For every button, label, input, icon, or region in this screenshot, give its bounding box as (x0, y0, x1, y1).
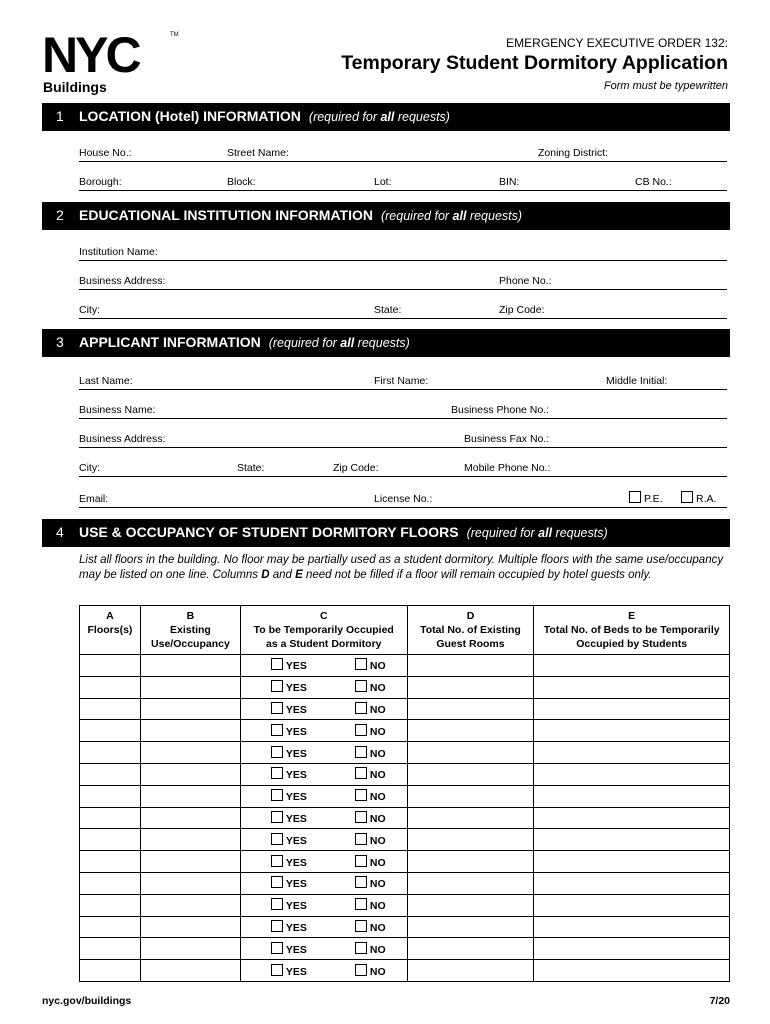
yes-option[interactable]: YES (271, 878, 307, 890)
no-option[interactable]: NO (355, 966, 386, 978)
no-option[interactable]: NO (355, 813, 386, 825)
guest-rooms-cell[interactable] (407, 807, 534, 829)
no-option[interactable]: NO (355, 922, 386, 934)
column-header: C To be Temporarily Occupied as a Student Dormitory (240, 606, 407, 655)
dormitory-choice-cell[interactable] (240, 894, 407, 916)
column-header: D Total No. of Existing Guest Rooms (407, 606, 534, 655)
no-option[interactable]: NO (355, 726, 386, 738)
table-body (80, 655, 730, 982)
beds-cell[interactable] (534, 807, 730, 829)
yes-checkbox[interactable] (271, 811, 283, 823)
block-field[interactable]: Block: (227, 176, 256, 188)
city-field[interactable]: City: (79, 462, 100, 474)
yes-checkbox[interactable] (271, 964, 283, 976)
dormitory-choice-cell[interactable] (240, 916, 407, 938)
executive-order-label: EMERGENCY EXECUTIVE ORDER 132: (506, 36, 728, 50)
floors-cell[interactable] (80, 676, 141, 698)
yes-option[interactable]: YES (271, 857, 307, 869)
beds-cell[interactable] (534, 938, 730, 960)
beds-cell[interactable] (534, 916, 730, 938)
floors-cell[interactable] (80, 742, 141, 764)
table-row (80, 763, 730, 785)
floors-cell[interactable] (80, 807, 141, 829)
location-row-2 (79, 174, 727, 191)
dormitory-choice-cell[interactable] (240, 785, 407, 807)
yes-option[interactable]: YES (271, 748, 307, 760)
section-3-header (42, 329, 730, 357)
yes-checkbox[interactable] (271, 876, 283, 888)
guest-rooms-cell[interactable] (407, 676, 534, 698)
beds-cell[interactable] (534, 785, 730, 807)
beds-cell[interactable] (534, 763, 730, 785)
yes-checkbox[interactable] (271, 746, 283, 758)
yes-checkbox[interactable] (271, 898, 283, 910)
dormitory-choice-cell[interactable] (240, 938, 407, 960)
table-row (80, 698, 730, 720)
lot-field[interactable]: Lot: (374, 176, 392, 188)
dormitory-choice-cell[interactable] (240, 698, 407, 720)
ra-option[interactable]: R.A. (681, 491, 716, 505)
guest-rooms-cell[interactable] (407, 785, 534, 807)
floors-cell[interactable] (80, 785, 141, 807)
no-option[interactable]: NO (355, 682, 386, 694)
section-1-header (42, 103, 730, 131)
existing-use-cell[interactable] (140, 698, 240, 720)
floors-cell[interactable] (80, 698, 141, 720)
phone-no-field[interactable]: Phone No.: (499, 275, 552, 287)
yes-option[interactable]: YES (271, 966, 307, 978)
no-checkbox[interactable] (355, 964, 367, 976)
existing-use-cell[interactable] (140, 872, 240, 894)
middle-initial-field[interactable]: Middle Initial: (606, 375, 668, 387)
institution-name-field[interactable]: Institution Name: (79, 246, 158, 258)
yes-checkbox[interactable] (271, 920, 283, 932)
existing-use-cell[interactable] (140, 676, 240, 698)
table-row (80, 785, 730, 807)
applicant-row-2 (79, 402, 727, 419)
yes-option[interactable]: YES (271, 704, 307, 716)
existing-use-cell[interactable] (140, 655, 240, 677)
no-checkbox[interactable] (355, 833, 367, 845)
institution-row-1 (79, 244, 727, 261)
yes-checkbox[interactable] (271, 680, 283, 692)
existing-use-cell[interactable] (140, 763, 240, 785)
existing-use-cell[interactable] (140, 807, 240, 829)
zip-code-field[interactable]: Zip Code: (333, 462, 379, 474)
applicant-row-4 (79, 460, 727, 477)
floors-cell[interactable] (80, 763, 141, 785)
yes-option[interactable]: YES (271, 769, 307, 781)
guest-rooms-cell[interactable] (407, 763, 534, 785)
yes-option[interactable]: YES (271, 835, 307, 847)
beds-cell[interactable] (534, 872, 730, 894)
floors-cell[interactable] (80, 916, 141, 938)
existing-use-cell[interactable] (140, 916, 240, 938)
table-row (80, 872, 730, 894)
mobile-phone-field[interactable]: Mobile Phone No.: (464, 462, 551, 474)
table-row (80, 851, 730, 873)
beds-cell[interactable] (534, 851, 730, 873)
zip-code-field[interactable]: Zip Code: (499, 304, 545, 316)
no-checkbox[interactable] (355, 898, 367, 910)
business-name-field[interactable]: Business Name: (79, 404, 156, 416)
no-checkbox[interactable] (355, 724, 367, 736)
yes-option[interactable]: YES (271, 900, 307, 912)
institution-row-3 (79, 302, 727, 319)
guest-rooms-cell[interactable] (407, 720, 534, 742)
no-checkbox[interactable] (355, 680, 367, 692)
floors-cell[interactable] (80, 938, 141, 960)
street-name-field[interactable]: Street Name: (227, 147, 289, 159)
table-row (80, 807, 730, 829)
no-option[interactable]: NO (355, 878, 386, 890)
form-title: Temporary Student Dormitory Application (341, 52, 728, 74)
existing-use-cell[interactable] (140, 785, 240, 807)
no-checkbox[interactable] (355, 658, 367, 670)
floors-cell[interactable] (80, 894, 141, 916)
section-number: 4 (56, 524, 64, 540)
no-option[interactable]: NO (355, 857, 386, 869)
column-header: A Floors(s) (80, 606, 141, 655)
floors-table (79, 605, 730, 982)
no-checkbox[interactable] (355, 789, 367, 801)
guest-rooms-cell[interactable] (407, 742, 534, 764)
no-checkbox[interactable] (355, 811, 367, 823)
state-field[interactable]: State: (237, 462, 265, 474)
existing-use-cell[interactable] (140, 829, 240, 851)
zoning-district-field[interactable]: Zoning District: (538, 147, 609, 159)
no-checkbox[interactable] (355, 942, 367, 954)
guest-rooms-cell[interactable] (407, 655, 534, 677)
cb-no-field[interactable]: CB No.: (635, 176, 672, 188)
beds-cell[interactable] (534, 829, 730, 851)
location-row-1 (79, 145, 727, 162)
yes-checkbox[interactable] (271, 833, 283, 845)
no-option[interactable]: NO (355, 748, 386, 760)
table-row (80, 938, 730, 960)
business-fax-field[interactable]: Business Fax No.: (464, 433, 550, 445)
footer-url[interactable]: nyc.gov/buildings (42, 995, 132, 1007)
yes-checkbox[interactable] (271, 855, 283, 867)
table-row (80, 676, 730, 698)
email-field[interactable]: Email: (79, 493, 109, 505)
nyc-buildings-logo (42, 27, 179, 95)
table-row (80, 916, 730, 938)
logo-text: NYC (42, 27, 139, 83)
floors-cell[interactable] (80, 960, 141, 982)
table-row (80, 894, 730, 916)
logo-subtitle: Buildings (43, 79, 107, 95)
business-address-field[interactable]: Business Address: (79, 275, 166, 287)
dormitory-choice-cell[interactable] (240, 851, 407, 873)
guest-rooms-cell[interactable] (407, 829, 534, 851)
guest-rooms-cell[interactable] (407, 894, 534, 916)
yes-checkbox[interactable] (271, 658, 283, 670)
guest-rooms-cell[interactable] (407, 916, 534, 938)
yes-option[interactable]: YES (271, 922, 307, 934)
first-name-field[interactable]: First Name: (374, 375, 429, 387)
existing-use-cell[interactable] (140, 742, 240, 764)
ra-checkbox[interactable] (681, 491, 693, 503)
logo-trademark: TM (170, 32, 179, 38)
applicant-row-3 (79, 431, 727, 448)
section-4-header (42, 519, 730, 547)
column-header: E Total No. of Beds to be Temporarily Occupied by Students (534, 606, 730, 655)
floors-instructions: List all floors in the building. No floor may be partially used as a student dormitory. Multiple floors with the same use/occupancy may be listed on one line. Columns D and E need not be filled if a floor will remain occupied by hotel guests only. (79, 554, 724, 581)
beds-cell[interactable] (534, 655, 730, 677)
yes-option[interactable]: YES (271, 660, 307, 672)
dormitory-choice-cell[interactable] (240, 720, 407, 742)
existing-use-cell[interactable] (140, 938, 240, 960)
guest-rooms-cell[interactable] (407, 960, 534, 982)
state-field[interactable]: State: (374, 304, 402, 316)
city-field[interactable]: City: (79, 304, 100, 316)
floors-cell[interactable] (80, 720, 141, 742)
beds-cell[interactable] (534, 698, 730, 720)
section-title: USE & OCCUPANCY OF STUDENT DORMITORY FLOORS (required for all requests) (79, 524, 608, 540)
existing-use-cell[interactable] (140, 960, 240, 982)
house-no-field[interactable]: House No.: (79, 147, 132, 159)
yes-option[interactable]: YES (271, 944, 307, 956)
yes-checkbox[interactable] (271, 789, 283, 801)
table-row (80, 655, 730, 677)
borough-field[interactable]: Borough: (79, 176, 122, 188)
no-option[interactable]: NO (355, 704, 386, 716)
business-phone-field[interactable]: Business Phone No.: (451, 404, 550, 416)
business-address-field[interactable]: Business Address: (79, 433, 166, 445)
table-row (80, 720, 730, 742)
beds-cell[interactable] (534, 720, 730, 742)
floors-cell[interactable] (80, 872, 141, 894)
no-option[interactable]: NO (355, 660, 386, 672)
last-name-field[interactable]: Last Name: (79, 375, 133, 387)
applicant-row-5 (79, 491, 727, 508)
yes-checkbox[interactable] (271, 702, 283, 714)
typewritten-note: Form must be typewritten (603, 80, 728, 92)
guest-rooms-cell[interactable] (407, 698, 534, 720)
no-option[interactable]: NO (355, 791, 386, 803)
existing-use-cell[interactable] (140, 720, 240, 742)
dormitory-choice-cell[interactable] (240, 676, 407, 698)
table-row (80, 829, 730, 851)
floors-cell[interactable] (80, 829, 141, 851)
institution-row-2 (79, 273, 727, 290)
beds-cell[interactable] (534, 676, 730, 698)
guest-rooms-cell[interactable] (407, 938, 534, 960)
column-header: B Existing Use/Occupancy (140, 606, 240, 655)
table-row (80, 742, 730, 764)
beds-cell[interactable] (534, 894, 730, 916)
section-title: LOCATION (Hotel) INFORMATION (required for all requests) (79, 108, 450, 124)
no-option[interactable]: NO (355, 769, 386, 781)
dormitory-choice-cell[interactable] (240, 742, 407, 764)
no-checkbox[interactable] (355, 767, 367, 779)
yes-option[interactable]: YES (271, 682, 307, 694)
section-number: 3 (56, 334, 64, 350)
section-2-header (42, 202, 730, 230)
beds-cell[interactable] (534, 742, 730, 764)
section-title: APPLICANT INFORMATION (required for all requests) (79, 334, 410, 350)
yes-option[interactable]: YES (271, 813, 307, 825)
no-checkbox[interactable] (355, 855, 367, 867)
dormitory-choice-cell[interactable] (240, 807, 407, 829)
existing-use-cell[interactable] (140, 894, 240, 916)
yes-option[interactable]: YES (271, 726, 307, 738)
yes-checkbox[interactable] (271, 724, 283, 736)
guest-rooms-cell[interactable] (407, 851, 534, 873)
floors-cell[interactable] (80, 851, 141, 873)
pe-checkbox[interactable] (629, 491, 641, 503)
beds-cell[interactable] (534, 960, 730, 982)
applicant-row-1 (79, 373, 727, 390)
guest-rooms-cell[interactable] (407, 872, 534, 894)
bin-field[interactable]: BIN: (499, 176, 520, 188)
yes-option[interactable]: YES (271, 791, 307, 803)
table-row (80, 960, 730, 982)
no-checkbox[interactable] (355, 702, 367, 714)
no-checkbox[interactable] (355, 920, 367, 932)
table-header-row (80, 606, 730, 655)
dormitory-choice-cell[interactable] (240, 763, 407, 785)
no-option[interactable]: NO (355, 835, 386, 847)
yes-checkbox[interactable] (271, 942, 283, 954)
dormitory-choice-cell[interactable] (240, 655, 407, 677)
license-no-field[interactable]: License No.: (374, 493, 433, 505)
no-checkbox[interactable] (355, 876, 367, 888)
section-number: 1 (56, 108, 64, 124)
section-number: 2 (56, 207, 64, 223)
dormitory-choice-cell[interactable] (240, 829, 407, 851)
yes-checkbox[interactable] (271, 767, 283, 779)
floors-cell[interactable] (80, 655, 141, 677)
pe-option[interactable]: P.E. (629, 491, 663, 505)
section-title: EDUCATIONAL INSTITUTION INFORMATION (required for all requests) (79, 207, 523, 223)
dormitory-choice-cell[interactable] (240, 872, 407, 894)
no-option[interactable]: NO (355, 900, 386, 912)
no-checkbox[interactable] (355, 746, 367, 758)
no-option[interactable]: NO (355, 944, 386, 956)
existing-use-cell[interactable] (140, 851, 240, 873)
footer-date: 7/20 (709, 995, 730, 1007)
dormitory-choice-cell[interactable] (240, 960, 407, 982)
